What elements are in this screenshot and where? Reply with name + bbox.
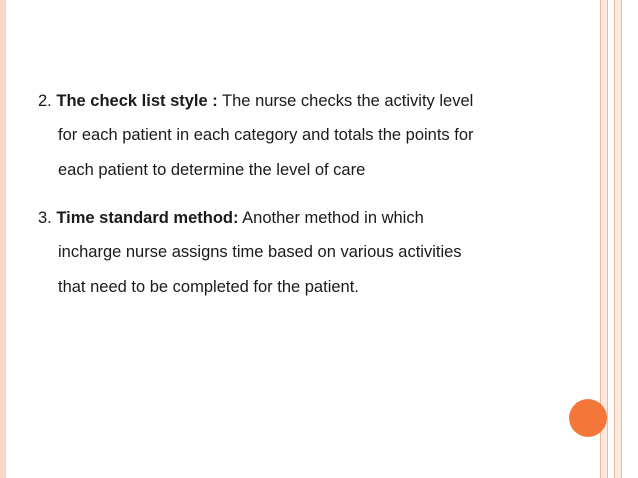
- list-item-time-standard-method: [38, 207, 574, 298]
- orange-circle-decoration: [569, 399, 607, 437]
- item-label: Time standard method:: [56, 209, 239, 227]
- item-number: 2.: [38, 92, 57, 110]
- item-number: 3.: [38, 209, 57, 227]
- right-border-line: [614, 0, 615, 478]
- right-border-line: [621, 0, 622, 478]
- item-text: The nurse checks the activity level: [217, 92, 474, 110]
- item-label: The check list style :: [56, 92, 218, 110]
- item-text-line: that need to be completed for the patient.: [58, 278, 359, 296]
- item-text-line: for each patient in each category and totals the points for: [58, 126, 474, 144]
- list-item-check-list-style: [38, 90, 574, 181]
- item-text-line: each patient to determine the level of care: [58, 161, 366, 179]
- item-text-line: incharge nurse assigns time based on various activities: [58, 243, 462, 261]
- item-first-line: [38, 90, 574, 112]
- slide-body: [38, 90, 574, 313]
- left-border-decoration: [0, 0, 6, 478]
- item-first-line: [38, 207, 574, 229]
- right-border-line: [607, 0, 608, 478]
- item-text: Another method in which: [238, 209, 424, 227]
